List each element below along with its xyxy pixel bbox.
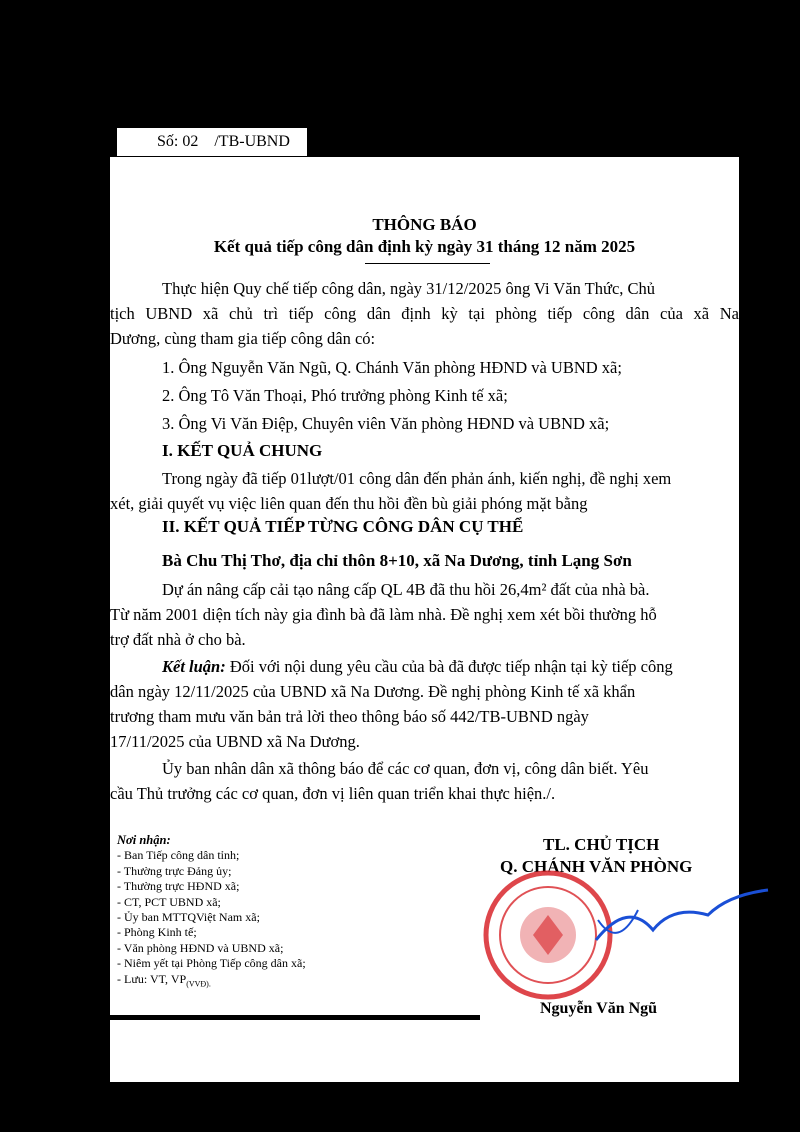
recipients-title: Nơi nhận: (117, 833, 171, 847)
intro-line-1: Thực hiện Quy chế tiếp công dân, ngày 31/12/2025 ông Vi Văn Thức, Chủ (162, 279, 656, 298)
conclusion-line-3: trương tham mưu văn bản trả lời theo thông báo số 442/TB-UBND ngày (110, 707, 589, 726)
recipient-item: - Ủy ban MTTQViệt Nam xã; (117, 910, 260, 925)
conclusion-text: Đối với nội dung yêu cầu của bà đã được tiếp nhận tại kỳ tiếp công (225, 657, 673, 676)
recipient-item: - Thường trực Đảng ủy; (117, 863, 232, 878)
participant-1: 1. Ông Nguyễn Văn Ngũ, Q. Chánh Văn phòng HĐND và UBND xã; (162, 358, 622, 377)
recipient-item: - Phòng Kinh tế; (117, 925, 197, 940)
recipient-item: - Thường trực HĐND xã; (117, 879, 240, 894)
conclusion-line-4: 17/11/2025 của UBND xã Na Dương. (110, 732, 360, 751)
document-number: Số: 02 /TB-UBND (117, 128, 307, 156)
official-stamp-and-signature (478, 860, 778, 1020)
signature-title-2: Q. CHÁNH VĂN PHÒNG (500, 857, 693, 876)
content-line-2: Từ năm 2001 diện tích này gia đình bà đã làm nhà. Đề nghị xem xét bồi thường hỗ (110, 605, 657, 624)
citizen-name: Bà Chu Thị Thơ, địa chỉ thôn 8+10, xã Na Dương, tỉnh Lạng Sơn (162, 551, 632, 570)
intro-line-3: Dương, cùng tham gia tiếp công dân có: (110, 329, 376, 348)
page-footer-area (110, 1020, 739, 1082)
signature-title-1: TL. CHỦ TỊCH (543, 835, 660, 854)
recipient-item: - Niêm yết tại Phòng Tiếp công dân xã; (117, 956, 306, 971)
document-subtitle: Kết quả tiếp công dân định kỳ ngày 31 tháng 12 năm 2025 (213, 237, 636, 256)
conclusion-label: Kết luận: (162, 657, 226, 676)
section-1-line-2: xét, giải quyết vụ việc liên quan đến thu hồi đền bù giải phóng mặt bằng (110, 494, 588, 513)
participant-2: 2. Ông Tô Văn Thoại, Phó trưởng phòng Kinh tế xã; (162, 386, 508, 405)
recipients-list (117, 833, 306, 991)
section-1-line-1: Trong ngày đã tiếp 01lượt/01 công dân đến phản ánh, kiến nghị, đề nghị xem (162, 469, 672, 488)
content-line-3: trợ đất nhà ở cho bà. (110, 630, 246, 649)
recipient-item: - Ban Tiếp công dân tỉnh; (117, 848, 240, 863)
section-1-heading: I. KẾT QUẢ CHUNG (162, 441, 323, 460)
title-underline (365, 263, 490, 264)
intro-line-2: tịch UBND xã chủ trì tiếp công dân định kỳ tại phòng tiếp công dân của xã Na (110, 304, 739, 323)
recipient-item: - Lưu: VT, $VP_{(VVĐ).}$ (117, 971, 211, 989)
closing-line-2: cầu Thủ trưởng các cơ quan, đơn vị liên quan triển khai thực hiện./. (110, 784, 556, 803)
conclusion-line-2: dân ngày 12/11/2025 của UBND xã Na Dương. Đề nghị phòng Kinh tế xã khẩn (110, 682, 636, 701)
closing-line-1: Ủy ban nhân dân xã thông báo để các cơ quan, đơn vị, công dân biết. Yêu (162, 759, 649, 778)
signer-name: Nguyễn Văn Ngũ (540, 1000, 658, 1017)
recipient-item: - CT, PCT UBND xã; (117, 894, 221, 909)
document-title: THÔNG BÁO (372, 215, 477, 234)
conclusion-line-1 (110, 655, 739, 680)
content-line-1: Dự án nâng cấp cải tạo nâng cấp QL 4B đã thu hồi 26,4m² đất của nhà bà. (162, 580, 650, 599)
recipient-item: - Văn phòng HĐND và UBND xã; (117, 940, 284, 955)
participant-3: 3. Ông Vi Văn Điệp, Chuyên viên Văn phòng HĐND và UBND xã; (162, 414, 610, 433)
citizen-section (110, 545, 739, 827)
section-2-heading: II. KẾT QUẢ TIẾP TỪNG CÔNG DÂN CỤ THỂ (162, 517, 524, 536)
